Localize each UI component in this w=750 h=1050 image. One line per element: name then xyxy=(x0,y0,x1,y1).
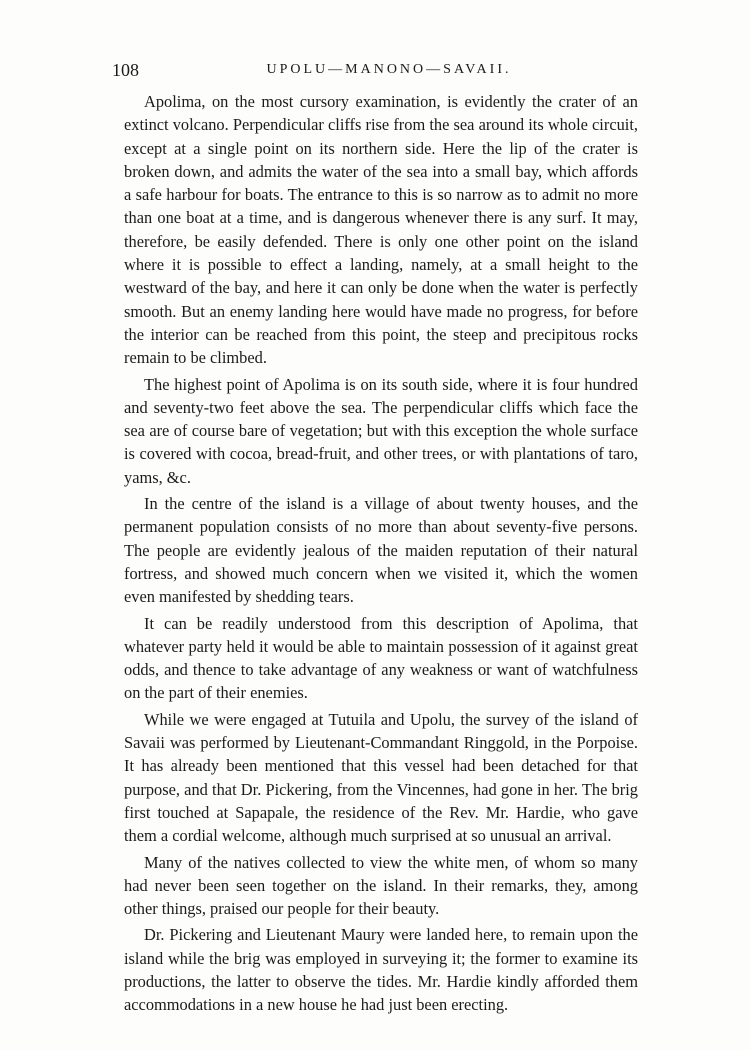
paragraph-landing: Dr. Pickering and Lieutenant Maury were landed here, to remain upon the island while the brig was employed in surveying it; the former to examine its productions, the latter to observe the tides. Mr. Hardie kindly afforded them accommodations in a new house he had just been erecting. xyxy=(124,925,638,1015)
body-text xyxy=(124,90,638,1020)
paragraph-apolima-crater: Apolima, on the most cursory examination, is evidently the crater of an extinct volcano. Perpendicular cliffs rise from the sea around its whole circuit, except at a single point on its northern side. Here the lip of the crater is broken down, and admits the water of the sea into a small bay, which affords a safe harbour for boats. The entrance to this is so narrow as to admit no more than one boat at a time, and is dangerous whenever there is any surf. It may, therefore, be easily defended. There is only one other point on the island where it is possible to effect a landing, namely, at a small height to the westward of the bay, and here it can only be done when the water is perfectly smooth. But an enemy landing here would have made no progress, for before the interior can be reached from this point, the steep and precipitous rocks remain to be climbed. xyxy=(124,92,638,368)
running-head: UPOLU—MANONO—SAVAII. xyxy=(266,62,512,77)
page-number: 108 xyxy=(112,60,139,80)
paragraph-natives: Many of the natives collected to view the white men, of whom so many had never been seen together on the island. In their remarks, they, among other things, praised our people for their beauty. xyxy=(124,852,638,919)
paragraph-fortress: It can be readily understood from this description of Apolima, that whatever party held it would be able to maintain possession of it against great odds, and thence to take advantage of any weakness or want of watchfulness on the part of their enemies. xyxy=(124,613,638,703)
paragraph-village: In the centre of the island is a village of about twenty houses, and the permanent population consists of no more than about seventy-five persons. The people are evidently jealous of the maiden reputation of their natural fortress, and showed much concern when we visited it, which the women even manifested by shedding tears. xyxy=(124,494,638,607)
paragraph-highest-point: The highest point of Apolima is on its south side, where it is four hundred and seventy-two feet above the sea. The perpendicular cliffs which face the sea are of course bare of vegetation; but with this exception the whole surface is covered with cocoa, bread-fruit, and other trees, or with plantations of taro, yams, &c. xyxy=(124,374,638,487)
paragraph-savaii-survey: While we were engaged at Tutuila and Upolu, the survey of the island of Savaii was performed by Lieutenant-Commandant Ringgold, in the Porpoise. It has already been mentioned that this vessel had been detached for that purpose, and that Dr. Pickering, from the Vincennes, had gone in her. The brig first touched at Sapapale, the residence of the Rev. Mr. Hardie, who gave them a cordial welcome, although much surprised at so unusual an arrival. xyxy=(124,709,638,846)
page-header xyxy=(112,58,642,82)
